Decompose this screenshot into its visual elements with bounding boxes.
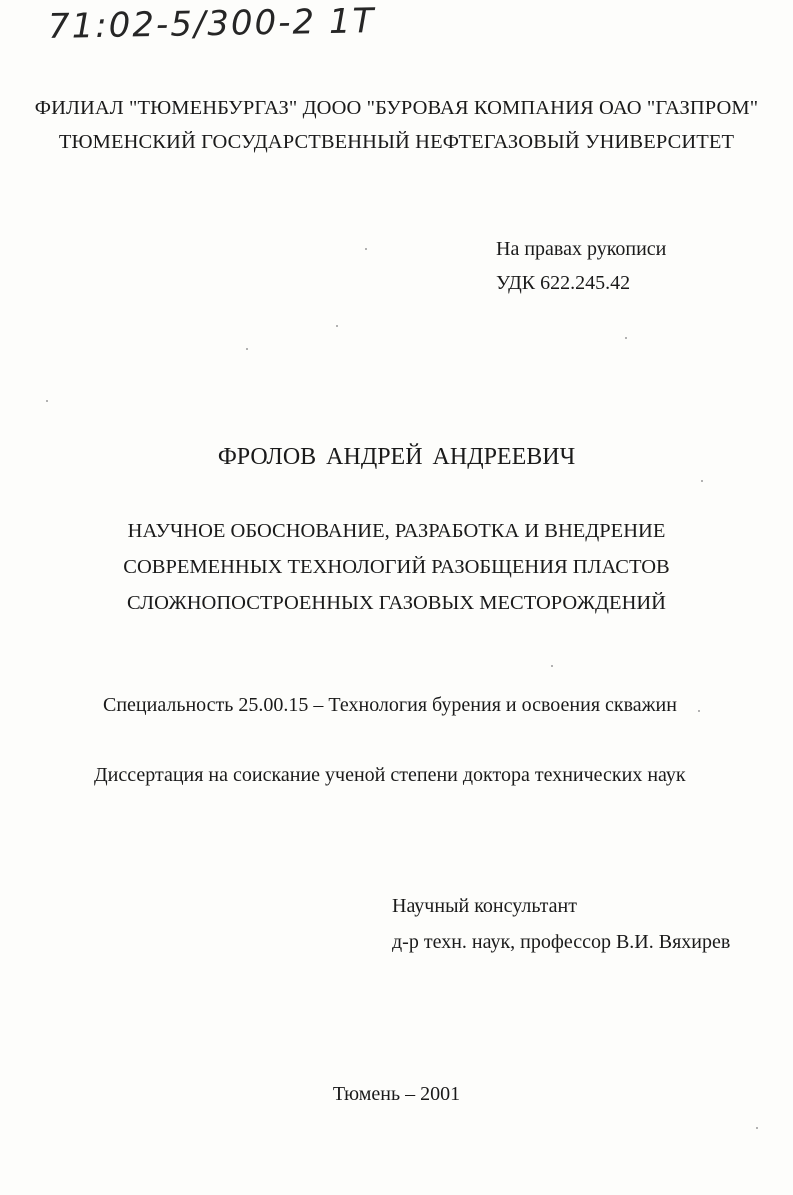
scan-speck bbox=[625, 337, 627, 339]
scan-speck bbox=[246, 348, 248, 350]
scan-speck bbox=[336, 325, 338, 327]
dissertation-degree-line: Диссертация на соискание ученой степени доктора технических наук bbox=[94, 764, 686, 786]
author-name: ФРОЛОВ АНДРЕЙ АНДРЕЕВИЧ bbox=[217, 444, 576, 470]
scan-speck bbox=[698, 710, 700, 712]
thesis-title-line-1: НАУЧНОЕ ОБОСНОВАНИЕ, РАЗРАБОТКА И ВНЕДРЕНИЕ bbox=[127, 520, 666, 542]
scan-speck bbox=[365, 248, 367, 250]
scan-speck bbox=[701, 480, 703, 482]
university-line: ТЮМЕНСКИЙ ГОСУДАРСТВЕННЫЙ НЕФТЕГАЗОВЫЙ УНИВЕРСИТЕТ bbox=[58, 131, 735, 153]
specialty-line: Специальность 25.00.15 – Технология бурения и освоения скважин bbox=[103, 694, 677, 716]
scan-speck bbox=[46, 400, 48, 402]
udc-code: УДК 622.245.42 bbox=[496, 272, 631, 294]
manuscript-rights: На правах рукописи bbox=[496, 238, 667, 260]
scan-speck bbox=[551, 665, 553, 667]
thesis-title-line-3: СЛОЖНОПОСТРОЕННЫХ ГАЗОВЫХ МЕСТОРОЖДЕНИЙ bbox=[127, 592, 666, 614]
scan-speck bbox=[756, 1127, 758, 1129]
handwritten-archive-number: 71:02-5/300-2 1T bbox=[47, 1, 376, 47]
consultant-name: д-р техн. наук, профессор В.И. Вяхирев bbox=[392, 931, 731, 953]
city-year: Тюмень – 2001 bbox=[332, 1083, 461, 1105]
consultant-label: Научный консультант bbox=[392, 895, 577, 917]
thesis-title-line-2: СОВРЕМЕННЫХ ТЕХНОЛОГИЙ РАЗОБЩЕНИЯ ПЛАСТОВ bbox=[123, 556, 670, 578]
organization-line: ФИЛИАЛ "ТЮМЕНБУРГАЗ" ДООО "БУРОВАЯ КОМПАНИЯ ОАО "ГАЗПРОМ" bbox=[34, 97, 759, 119]
